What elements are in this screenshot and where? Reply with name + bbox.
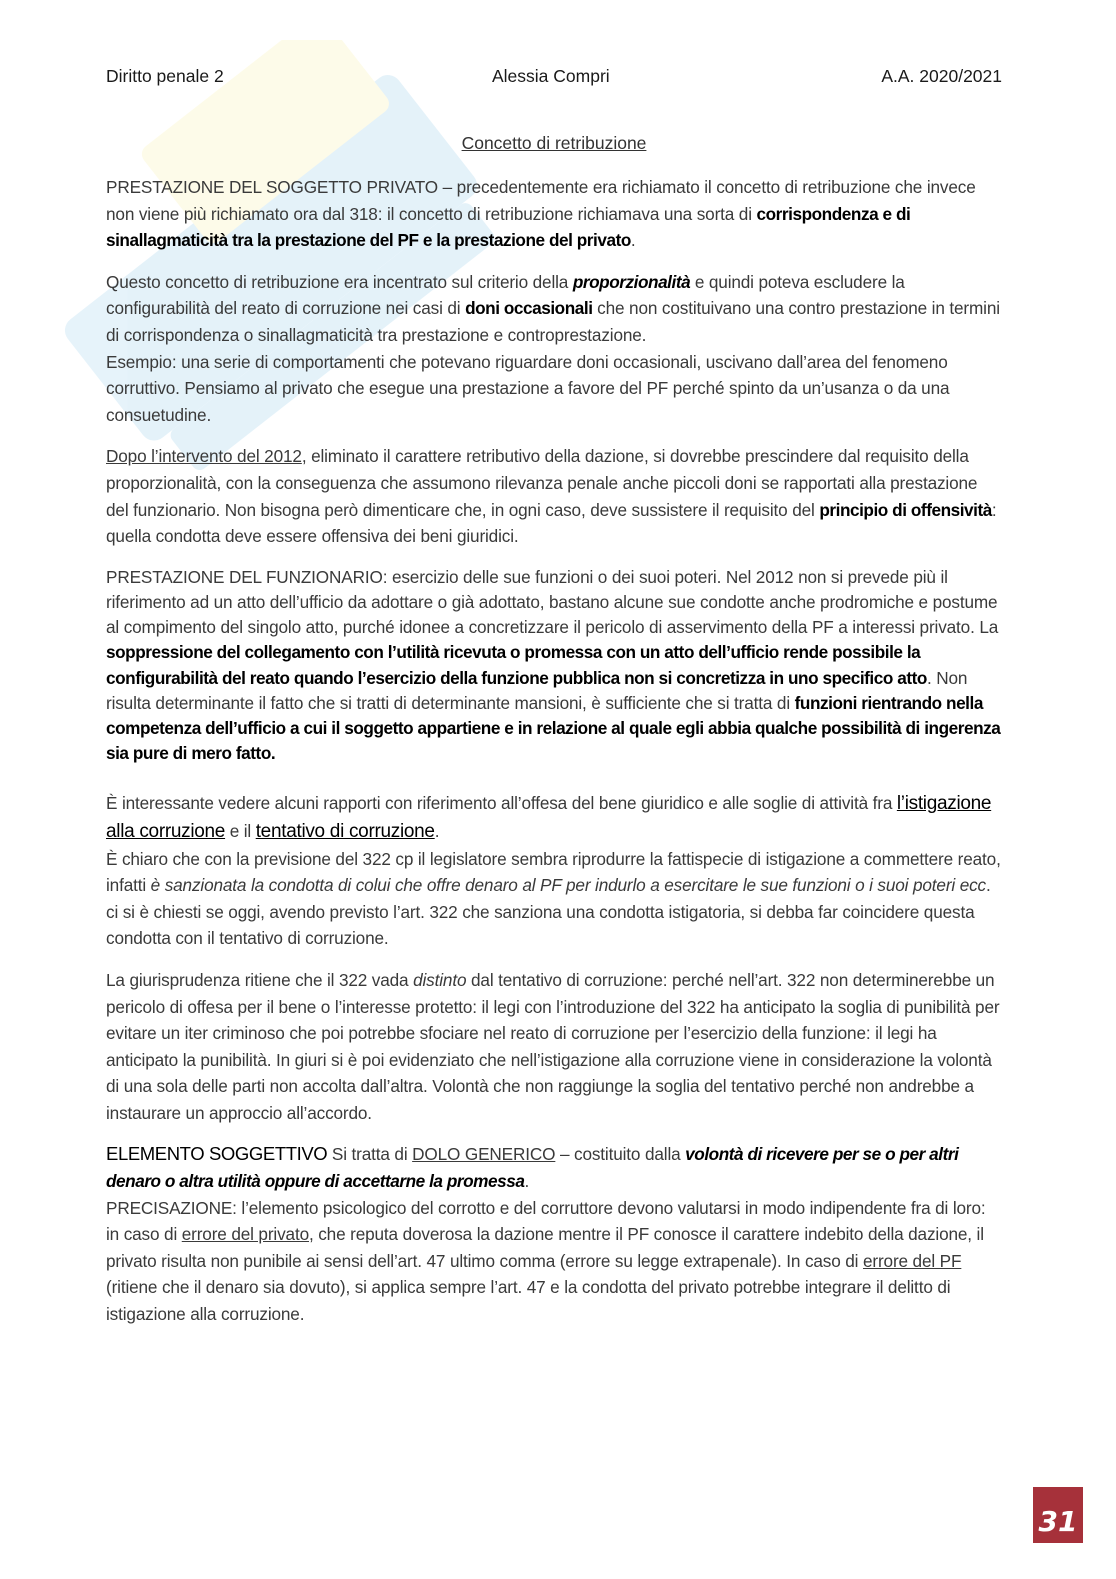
paragraph-prestazione-funzionario: PRESTAZIONE DEL FUNZIONARIO: esercizio delle sue funzioni o dei suoi poteri. Nel 2012 non si prevede più il riferimento ad un atto dell’ufficio da adottare o già adottato, bastano alcune sue condotte anche prodromiche e postume al compimento del singolo atto, purché idonee a concretizzare il pericolo di asservimento della PF a interessi privato. La soppressione del collegamento con l’utilità ricevuta o promessa con un atto dell’ufficio rende possibile la configurabilità del reato quando l’esercizio della funzione pubblica non si concretizza in uno specifico atto. Non risulta determinante il fatto che si tratti di determinante mansioni, è sufficiente che si tratta di funzioni rientrando nella competenza dell’ufficio a cui il soggetto appartiene e in relazione al quale egli abbia qualche possibilità di ingerenza sia pure di mero fatto. [106, 566, 1001, 764]
paragraph-elemento-soggettivo: ELEMENTO SOGGETTIVO Si tratta di DOLO GENERICO – costituito dalla volontà di ricevere per se o per altri denaro o altra utilità oppure di accettarne la promessa. [106, 1143, 959, 1192]
paragraph-giurisprudenza: La giurisprudenza ritiene che il 322 vada distinto dal tentativo di corruzione: perché nell’art. 322 non determinerebbe un pericolo di offesa per il bene o l’interesse protetto: il legi con l’introduzione del 322 ha anticipato la soglia di punibilità per evitare un iter criminoso che poi potrebbe sfociare nel reato di corruzione per l’esercizio della funzione: il legi ha anticipato la punibilità. In giuri si è poi evidenziato che nell’istigazione alla corruzione viene in considerazione la volontà di una sola delle parti non accolta dall’altra. Volontà che non raggiunge la soglia del tentativo perché non andrebbe a instaurare un approccio all’accordo. [106, 969, 1000, 1123]
paragraph-art-322: È chiaro che con la previsione del 322 cp il legislatore sembra riprodurre la fattispecie di istigazione a commettere reato, infatti è sanzionata la condotta di colui che offre denaro al PF per indurlo a esercitare le sue funzioni o i suoi poteri ecc. ci si è chiesti se oggi, avendo previsto l’art. 322 che sanziona una condotta istigatoria, si debba far coincidere questa condotta con il tentativo di corruzione. [106, 848, 1001, 949]
paragraph-intervento-2012: Dopo l’intervento del 2012, eliminato il carattere retributivo della dazione, si dovrebbe prescindere dal requisito della proporzionalità, con la conseguenza che assumono rilevanza penale anche piccoli doni se rapportati alla prestazione del funzionario. Non bisogna però dimenticare che, in ogni caso, deve sussistere il requisito del principio di offensività: quella condotta deve essere offensiva dei beni giuridici. [106, 446, 997, 547]
header-academic-year: A.A. 2020/2021 [881, 66, 1002, 86]
paragraph-precisazione: PRECISAZIONE: l’elemento psicologico del corrotto e del corruttore devono valutarsi in modo indipendente fra di loro: in caso di errore del privato, che reputa doverosa la dazione mentre il PF conosce il carattere indebito della dazione, il privato risulta non punibile ai sensi dell’art. 47 ultimo comma (errore su legge extrapenale). In caso di errore del PF (ritiene che il denaro sia dovuto), si applica sempre l’art. 47 e la condotta del privato potrebbe integrare il delitto di istigazione alla corruzione. [106, 1197, 986, 1325]
paragraph-istigazione-tentativo: È interessante vedere alcuni rapporti con riferimento all’offesa del bene giuridico e alle soglie di attività fra l’istigazione alla corruzione e il tentativo di corruzione. [106, 793, 992, 842]
header-author: Alessia Compri [492, 66, 610, 86]
paragraph-prestazione-privato: PRESTAZIONE DEL SOGGETTO PRIVATO – precedentemente era richiamato il concetto di retribuzione che invece non viene più richiamato ora dal 318: il concetto di retribuzione richiamava una sorta di corrispondenza e di sinallagmaticità tra la prestazione del PF e la prestazione del privato. [106, 177, 976, 251]
page-number-badge: 31 [1033, 1487, 1083, 1543]
header-course: Diritto penale 2 [106, 66, 224, 86]
page-header [106, 66, 1002, 92]
paragraph-esempio: Esempio: una serie di comportamenti che potevano riguardare doni occasionali, uscivano dall’area del fenomeno corruttivo. Pensiamo al privato che esegue una prestazione a favore del PF perché spinto da un’usanza o da una consuetudine. [106, 351, 950, 425]
paragraph-proporzionalita: Questo concetto di retribuzione era incentrato sul criterio della proporzionalità e quindi poteva escludere la configurabilità del reato di corruzione nei casi di doni occasionali che non costituivano una contro prestazione in termini di corrispondenza o sinallagmaticità tra prestazione e controprestazione. [106, 271, 1000, 345]
document-body [106, 174, 1002, 1343]
section-title: Concetto di retribuzione [461, 133, 647, 153]
